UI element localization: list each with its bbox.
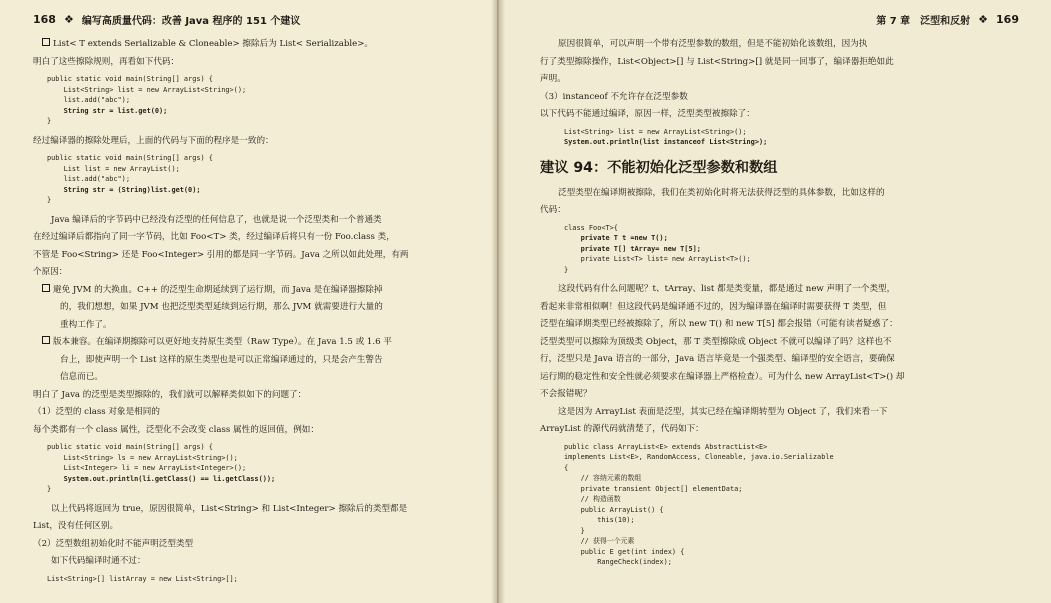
paragraph: 这是因为 ArrayList 表面是泛型，其实已经在编译期转型为 Object 了，我们来看一下 bbox=[558, 406, 888, 417]
paragraph: 不会报错呢？ bbox=[540, 389, 592, 399]
paragraph: 代码： bbox=[540, 205, 566, 215]
paragraph: 不管是 Foo<String> 还是 Foo<Integer> 引用的都是同一字节码。Java 之所以如此处理，有两 bbox=[33, 249, 409, 260]
left-page bbox=[0, 0, 497, 603]
code-block: class Foo<T>{ private T t =new T(); private T[] tArray= new T[5]; private List<T> list= new ArrayList<T>(); } bbox=[564, 223, 751, 274]
page-number: 169 bbox=[996, 12, 1019, 26]
paragraph: 个原因： bbox=[33, 267, 68, 277]
paragraph: 在经过编译后都指向了同一字节码，比如 Foo<T> 类，经过编译后将只有一份 Foo.class 类， bbox=[33, 232, 395, 242]
bullet-paragraph: List< T extends Serializable & Cloneable> 擦除后为 List< Serializable>。 bbox=[33, 36, 487, 54]
code-block: public static void main(String[] args) { List<String> ls = new ArrayList<String>(); List<Integer> li = new ArrayList<Integer>(); System.out.println(li.getClass() == li.getClass()); } bbox=[47, 443, 276, 493]
book-gutter bbox=[491, 0, 505, 603]
subheading: （3）instanceof 不允许存在泛型参数 bbox=[540, 91, 688, 102]
paragraph: 每个类都有一个 class 属性，泛型化不会改变 class 属性的返回值，例如： bbox=[33, 424, 319, 435]
paragraph: 台上，即使声明一个 List 这样的原生类型也是可以正常编译通过的，只是会产生警告 bbox=[60, 354, 383, 365]
paragraph: 泛型在编译期类型已经被擦除了，所以 new T() 和 new T[5] 都会报错（可能有读者疑惑了： bbox=[540, 319, 898, 329]
paragraph: 明白了 Java 的泛型是类型擦除的，我们就可以解释类似如下的问题了： bbox=[33, 389, 307, 400]
page-header bbox=[540, 10, 1019, 28]
bullet-paragraph: 避免 JVM 的大换血。C++ 的泛型生命期延续到了运行期，而 Java 是在编译器擦除掉 bbox=[33, 282, 487, 300]
paragraph: 以上代码将返回为 true，原因很简单，List<String> 和 List<Integer> 擦除后的类型都是 bbox=[51, 503, 408, 514]
diamond-ornament-icon: ❖ bbox=[63, 12, 74, 26]
code-block: List<String> list = new ArrayList<String>(); System.out.println(list instanceof List<String>); bbox=[564, 127, 768, 146]
paragraph: 行，泛型只是 Java 语言的一部分，Java 语言毕竟是一个强类型、编译型的安全语言，要确保 bbox=[540, 354, 895, 364]
paragraph: Java 编译后的字节码中已经没有泛型的任何信息了，也就是说一个泛型类和一个普通类 bbox=[51, 214, 382, 225]
paragraph: 的，我们想想，如果 JVM 也把泛型类型延续到运行期，那么 JVM 就需要进行大量的 bbox=[60, 302, 383, 312]
paragraph: 声明。 bbox=[540, 74, 566, 84]
paragraph: List，没有任何区别。 bbox=[33, 521, 119, 531]
page-header bbox=[33, 10, 487, 28]
paragraph: 泛型类型在编译期被擦除，我们在类初始化时将无法获得泛型的具体参数，比如这样的 bbox=[558, 187, 885, 198]
paragraph: 泛型类型可以擦除为顶级类 Object，那 T 类型擦除成 Object 不就可以编译了吗？这样也不 bbox=[540, 336, 892, 347]
checkbox-bullet-icon bbox=[42, 38, 50, 46]
diamond-ornament-icon: ❖ bbox=[978, 12, 989, 26]
code-block: public class ArrayList<E> extends AbstractList<E> implements List<E>, RandomAccess, Cloneable, java.io.Serializable { // 容纳元素的数组 private transient Object[] elementData; // 构造函数 public ArrayList() { this(10); } // 获得一个元素 public E get(int index) { RangeCheck(index); bbox=[564, 442, 834, 566]
checkbox-bullet-icon bbox=[42, 284, 50, 292]
paragraph: 行了类型擦除操作，List<Object>[] 与 List<String>[] 就是同一回事了，编译器拒绝如此 bbox=[540, 56, 894, 67]
paragraph: 如下代码编译时通不过： bbox=[51, 556, 146, 566]
subheading: （2）泛型数组初始化时不能声明泛型类型 bbox=[33, 538, 194, 549]
paragraph: 明白了这些擦除规则，再看如下代码： bbox=[33, 56, 180, 67]
subheading: （1）泛型的 class 对象是相同的 bbox=[33, 407, 160, 417]
checkbox-bullet-icon bbox=[42, 336, 50, 344]
chapter-title: 第 7 章 泛型和反射 bbox=[876, 15, 971, 27]
paragraph: 这段代码有什么问题呢？t、tArray、list 都是类变量，都是通过 new 声明了一个类型， bbox=[558, 284, 896, 294]
book-title: 编写高质量代码：改善 Java 程序的 151 个建议 bbox=[81, 15, 301, 27]
paragraph: 原因很简单，可以声明一个带有泛型参数的数组，但是不能初始化该数组，因为执 bbox=[558, 39, 868, 49]
paragraph: 重构工作了。 bbox=[60, 319, 112, 330]
right-page bbox=[498, 0, 1051, 603]
paragraph: ArrayList 的源代码就清楚了，代码如下： bbox=[540, 424, 704, 434]
paragraph: 看起来非常相似啊！但这段代码是编译通不过的，因为编译器在编译时需要获得 T 类型，但 bbox=[540, 301, 887, 312]
paragraph: 信息而已。 bbox=[60, 372, 103, 382]
bullet-paragraph: 版本兼容。在编译期擦除可以更好地支持原生类型（Raw Type）。在 Java 1.5 或 1.6 平 bbox=[33, 334, 487, 352]
paragraph: 经过编译器的擦除处理后，上面的代码与下面的程序是一致的： bbox=[33, 135, 274, 146]
code-block: List<String>[] listArray = new List<String>[]; bbox=[47, 574, 238, 583]
section-heading: 建议 94：不能初始化泛型参数和数组 bbox=[540, 159, 778, 176]
code-block: public static void main(String[] args) { List list = new ArrayList(); list.add("abc"); String str = (String)list.get(0); } bbox=[47, 154, 213, 204]
paragraph: 运行期的稳定性和安全性就必须要求在编译器上严格检查）。可为什么 new ArrayList<T>() 却 bbox=[540, 371, 905, 382]
page-number: 168 bbox=[33, 12, 56, 26]
code-block: public static void main(String[] args) { List<String> list = new ArrayList<String>(); list.add("abc"); String str = list.get(0); } bbox=[47, 75, 247, 125]
paragraph: 以下代码不能通过编译，原因一样，泛型类型被擦除了： bbox=[540, 109, 755, 119]
